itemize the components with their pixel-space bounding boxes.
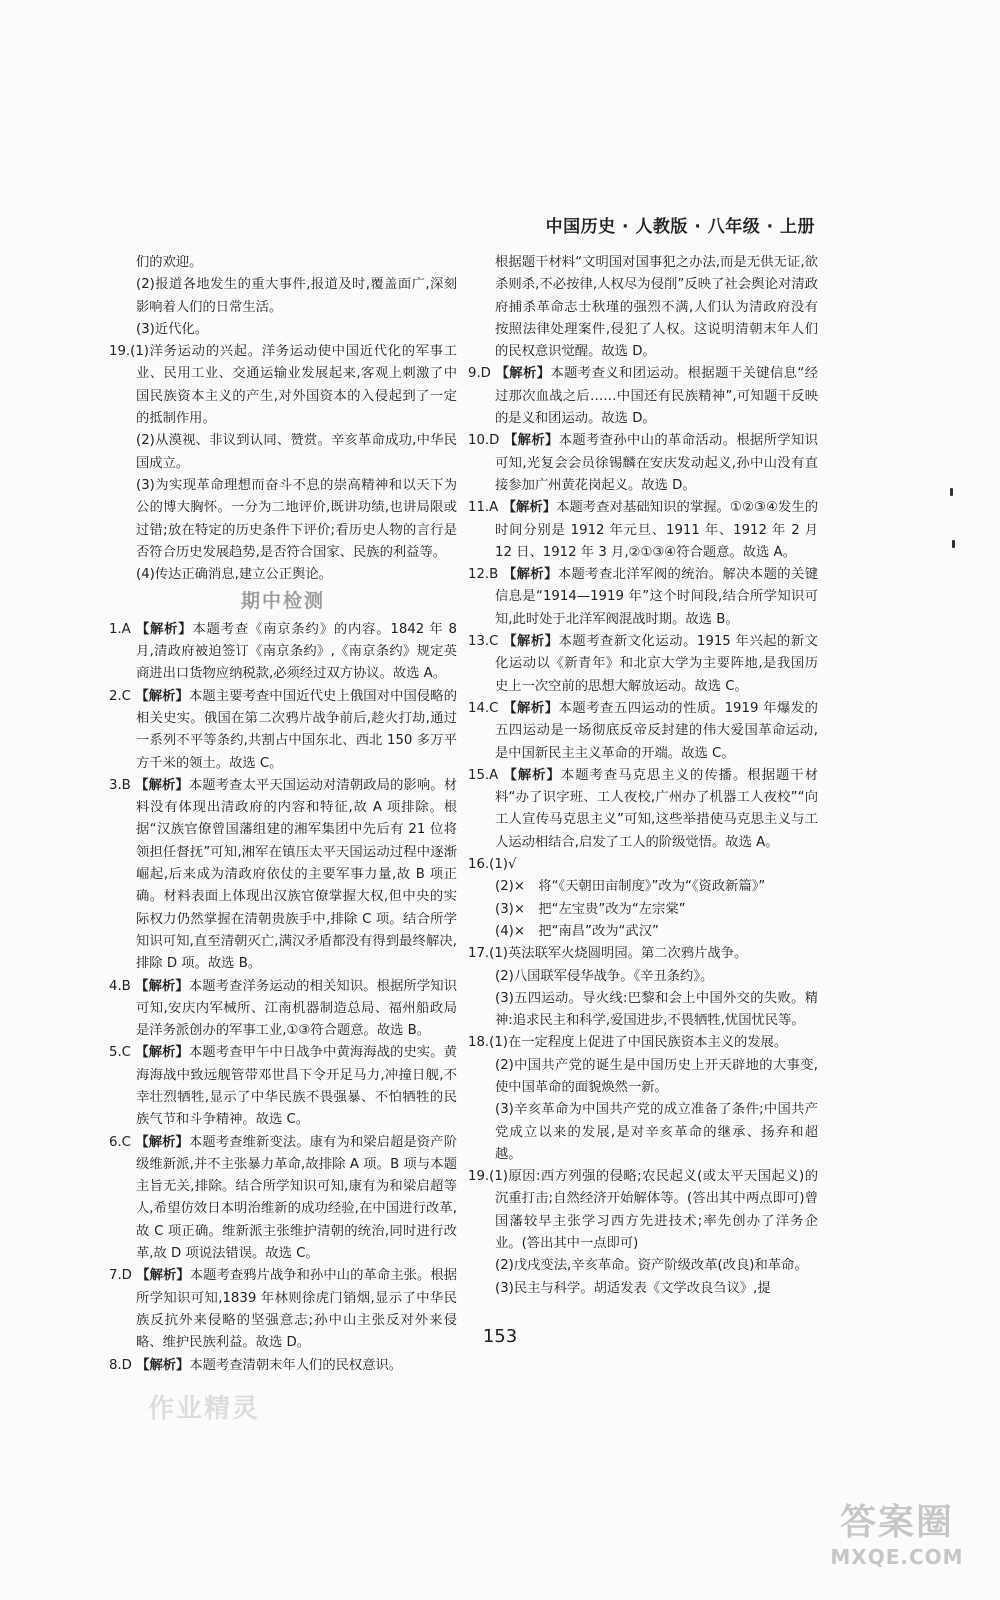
page-number: 153 (482, 1326, 518, 1347)
question-19-block (109, 341, 457, 586)
answer-item (109, 619, 457, 686)
question-19-block (468, 1166, 818, 1300)
answer-number: 11.A (468, 500, 499, 516)
answer-number: 4.B (109, 978, 131, 994)
text-line: (2)报道各地发生的重大事件,报道及时,覆盖面广,深刻影响着人们的日常生活。 (136, 277, 457, 315)
answer-item (109, 686, 457, 775)
left-column (109, 252, 457, 1377)
answer-text: 本题考查马克思主义的传播。根据题干材料“办了识字班、工人夜校,广州办了机器工人夜校”“向工人宣传马克思主义”可知,这些举措使马克思主义与工人运动相结合,启发了工人的阶级觉悟。故选 A。 (495, 767, 819, 850)
answer-item (468, 765, 818, 854)
text-line: (2)戊戌变法,辛亥革命。资产阶级改革(改良)和革命。 (495, 1258, 808, 1274)
answer-item (468, 430, 818, 497)
answer-item (468, 564, 818, 631)
answer-number: 7.D (109, 1268, 132, 1284)
text-line: (2)中国共产党的诞生是中国历史上开天辟地的大事变,使中国革命的面貌焕然一新。 (495, 1057, 818, 1095)
answer-item (468, 631, 818, 698)
text-line: (3)× 把“左宝贵”改为“左宗棠” (495, 901, 686, 917)
answer-text: 本题考查新文化运动。1915 年兴起的新文化运动以《新青年》和北京大学为主要阵地,是我国历史上一次空前的思想大解放运动。故选 C。 (495, 634, 818, 694)
analysis-tag: 【解析】 (135, 978, 189, 994)
answer-item (109, 976, 457, 1043)
text-line: (3)辛亥革命为中国共产党的成立准备了条件;中国共产党成立以来的发展,是对辛亥革命的继承、扬弃和超越。 (495, 1102, 818, 1162)
text-line: (3)五四运动。导火线:巴黎和会上中国外交的失败。精神:追求民主和科学,爱国进步,不畏牺牲,忧国忧民等。 (495, 990, 818, 1029)
analysis-tag: 【解析】 (502, 567, 558, 583)
watermark-logo (822, 1494, 972, 1569)
text-line: (2)从漠视、非议到认同、赞赏。辛亥革命成功,中华民国成立。 (136, 433, 457, 471)
watermark-title: 答案圈 (839, 1502, 954, 1543)
analysis-tag: 【解析】 (495, 366, 551, 382)
intro-block (109, 252, 457, 341)
answer-number: 5.C (109, 1045, 131, 1061)
text-line: (3)民主与科学。胡适发表《文学改良刍议》,提 (495, 1280, 771, 1296)
answer-list (468, 363, 818, 854)
answer-item (109, 1132, 457, 1266)
scan-speck (952, 540, 955, 548)
analysis-tag: 【解析】 (135, 1134, 189, 1150)
answer-text: 本题考查五四运动的性质。1919 年爆发的五四运动是一场彻底反帝反封建的伟大爱国革命运动,是中国新民主主义革命的开端。故选 C。 (495, 700, 818, 761)
section-title: 期中检测 (240, 590, 325, 613)
scan-speck (950, 488, 953, 496)
analysis-tag: 【解析】 (135, 688, 189, 704)
answer-number: 15.A (468, 767, 499, 783)
answer-text: 本题考查洋务运动的相关知识。根据所学知识可知,安庆内军械所、江南机器制造总局、福州船政局是洋务派创办的军事工业,①③符合题意。故选 B。 (136, 978, 458, 1039)
answer-text: 本题考查义和团运动。根据题干关键信息“经过那次血战之后……中国还有民族精神”,可知题干反映的是义和团运动。故选 D。 (495, 366, 819, 427)
text-line: 们的欢迎。 (136, 255, 203, 270)
analysis-tag: 【解析】 (502, 500, 557, 516)
answer-number: 3.B (109, 777, 131, 793)
right-column (468, 252, 818, 1300)
answer-number: 6.C (109, 1134, 131, 1150)
text-line: 19.(1)原因:西方列强的侵略;农民起义(或太平天国起义)的沉重打击;自然经济开始解体等。(答出其中两点即可)曾国藩较早主张学习西方先进技术;率先创办了洋务企业。(答出其中一点即可) (468, 1169, 818, 1252)
analysis-tag: 【解析】 (136, 1268, 190, 1284)
text-line: 16.(1)√ (468, 857, 517, 873)
analysis-tag: 【解析】 (503, 634, 559, 650)
question-18-block (468, 1032, 818, 1166)
answer-text: 本题主要考查中国近代史上俄国对中国侵略的相关史实。俄国在第二次鸦片战争前后,趁火打劫,通过一系列不平等条约,共割占中国东北、西北 150 多万平方千米的领土。故选 C。 (136, 688, 458, 771)
answer-text: 本题考查太平天国运动对清朝政局的影响。材料没有体现出清政府的内容和特征,故 A 项排除。根据“汉族官僚曾国藩组建的湘军集团中先后有 21 位将领担任督抚”可知,湘军在镇压太平天国运动过程中逐渐崛起,后来成为清政府依仗的主要军事力量,故 B 项正确。材料表面上体现出汉族官僚掌握大权,但中央的实际权力仍然掌握在清朝贵族手中,排除 C 项。结合所学知识可知,直至清朝灭亡,满汉矛盾都没有得到最终解决,排除 D 项。故选 B。 (136, 777, 458, 972)
analysis-tag: 【解析】 (503, 767, 561, 783)
text-line: (3)为实现革命理想而奋斗不息的崇高精神和以天下为公的博大胸怀。一分为二地评价,既讲功绩,也讲局限或过错;放在特定的历史条件下评价;看历史人物的言行是否符合历史发展趋势,是否符合国家、民族的利益等。 (136, 477, 457, 560)
answer-8-continuation: 根据题干材料“文明国对国事犯之办法,而是无供无证,欲杀则杀,不必按律,人权尽为侵削”反映了社会舆论对清政府捕杀革命志士秋瑾的强烈不满,人们认为清政府没有按照法律处理案件,侵犯了人权。这说明清朝末年人们的民权意识觉醒。故选 D。 (495, 255, 818, 360)
answer-text: 本题考查甲午中日战争中黄海海战的史实。黄海海战中致远舰管带邓世昌下令开足马力,冲撞日舰,不幸壮烈牺牲,显示了中华民族不畏强暴、不怕牺牲的民族气节和斗争精神。故选 C。 (136, 1045, 458, 1128)
running-header: 中国历史 · 人教版 · 八年级 · 上册 (545, 217, 815, 237)
answer-item (468, 698, 818, 765)
watermark-url: MXQE.COM (830, 1545, 964, 1569)
answer-item (109, 1355, 457, 1377)
analysis-tag: 【解析】 (135, 777, 189, 793)
analysis-tag: 【解析】 (503, 700, 559, 716)
answer-item (468, 363, 818, 430)
analysis-tag: 【解析】 (135, 1045, 189, 1061)
question-16-block (468, 854, 818, 943)
answer-number: 8.D (109, 1357, 132, 1373)
answer-number: 2.C (109, 688, 131, 704)
text-line: (4)传达正确消息,建立公正舆论。 (136, 567, 332, 583)
answer-number: 14.C (468, 700, 499, 716)
text-line: 19.(1)洋务运动的兴起。洋务运动使中国近代化的军事工业、民用工业、交通运输业发展起来,客观上刺激了中国民族资本主义的产生,对外国资本的入侵起到了一定的抵制作用。 (109, 344, 457, 427)
watermark-logo: 作业精灵 (148, 1394, 261, 1424)
analysis-tag: 【解析】 (504, 433, 559, 449)
answer-list (109, 619, 457, 1377)
answer-text: 本题考查北洋军阀的统治。解决本题的关键信息是“1914—1919 年”这个时间段,结合所学知识可知,此时处于北洋军阀混战时期。故选 B。 (495, 567, 819, 627)
answer-number: 9.D (468, 366, 491, 382)
answer-text: 本题考查鸦片战争和孙中山的革命主张。根据所学知识可知,1839 年林则徐虎门销烟,显示了中华民族反抗外来侵略的坚强意志;孙中山主张反对外来侵略、维护民族利益。故选 D。 (136, 1268, 458, 1351)
answer-number: 13.C (468, 634, 499, 650)
text-line: (4)× 把“南昌”改为“武汉” (495, 923, 659, 939)
answer-item (109, 1042, 457, 1131)
answer-text: 本题考查《南京条约》的内容。1842 年 8 月,清政府被迫签订《南京条约》,《南京条约》规定英商进出口货物应纳税款,必须经过双方协议。故选 A。 (136, 621, 457, 682)
answer-text: 本题考查清朝末年人们的民权意识。 (189, 1357, 403, 1373)
question-17-block (468, 943, 818, 1032)
analysis-tag: 【解析】 (135, 621, 193, 637)
answer-number: 10.D (468, 433, 500, 449)
answer-item (468, 497, 818, 564)
answer-text: 本题考查孙中山的革命活动。根据所学知识可知,光复会会员徐锡麟在安庆发动起义,孙中山没有直接参加广州黄花岗起义。故选 D。 (495, 433, 819, 493)
answer-item (109, 775, 457, 976)
text-line: (3)近代化。 (136, 321, 209, 337)
text-line: 18.(1)在一定程度上促进了中国民族资本主义的发展。 (468, 1035, 788, 1051)
analysis-tag: 【解析】 (136, 1357, 190, 1373)
text-line: (2)× 将“《天朝田亩制度》”改为“《资政新篇》” (495, 879, 766, 895)
answer-text: 本题考查对基础知识的掌握。①②③④发生的时间分别是 1912 年元旦、1911 年、1912 年 2 月 12 日、1912 年 3 月,②①③④符合题意。故选 A。 (495, 500, 819, 560)
answer-text: 本题考查维新变法。康有为和梁启超是资产阶级维新派,并不主张暴力革命,故排除 A 项。B 项与本题主旨无关,排除。结合所学知识可知,康有为和梁启超等人,希望仿效日本明治维新的成功经验,在中国进行改革,故 C 项正确。维新派主张维护清朝的统治,同时进行改革,故 D 项说法错误。故选 C。 (136, 1134, 458, 1262)
text-line: (2)八国联军侵华战争。《辛丑条约》。 (495, 968, 714, 984)
answer-number: 12.B (468, 567, 499, 583)
answer-number: 1.A (109, 621, 131, 637)
text-line: 17.(1)英法联军火烧圆明园。第二次鸦片战争。 (468, 946, 748, 962)
